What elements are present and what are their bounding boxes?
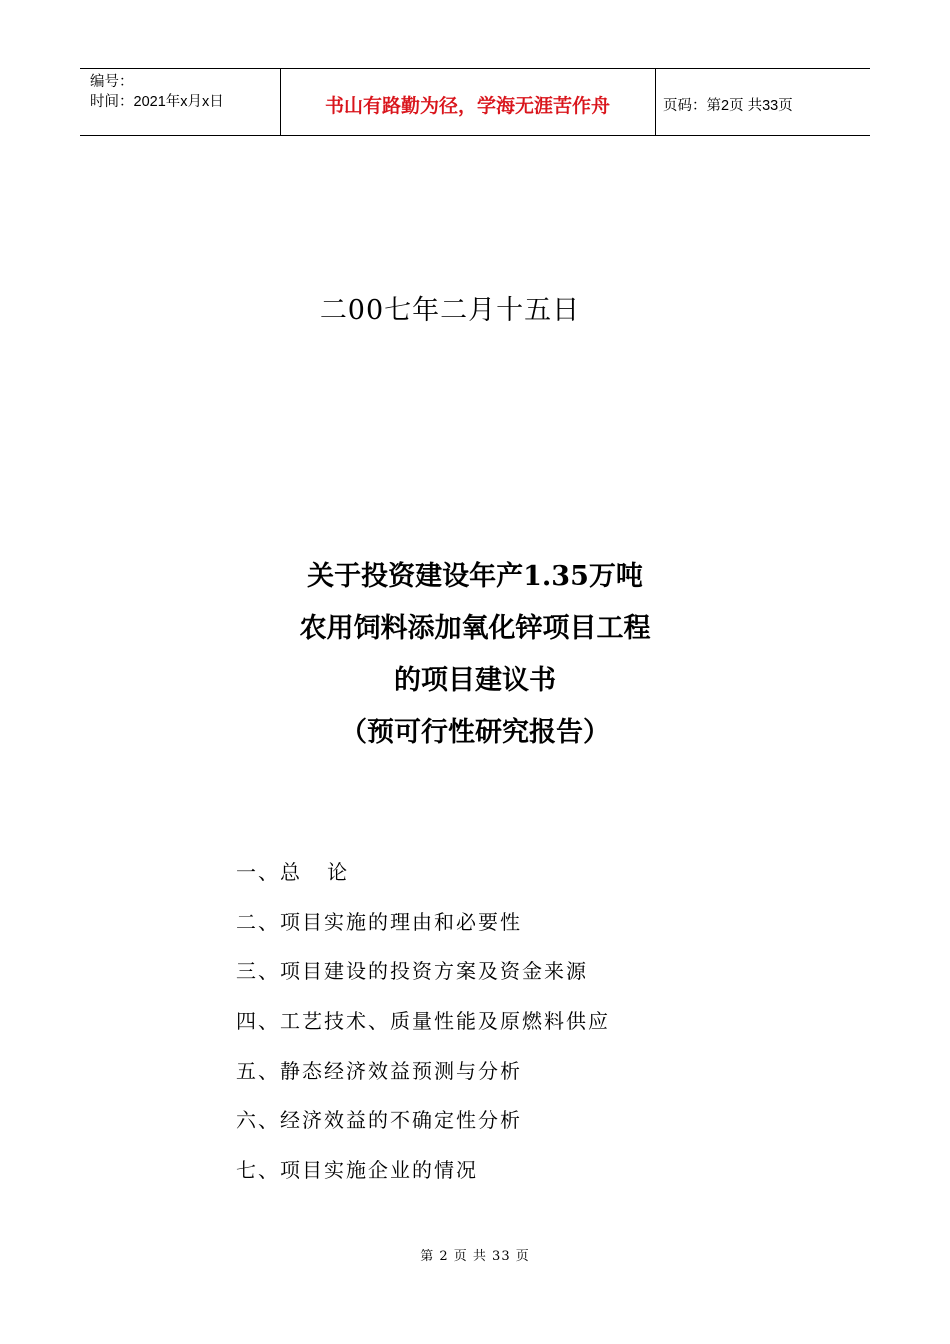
title-line: 关于投资建设年产1.35万吨 [307,561,643,592]
document-date: 二00七年二月十五日 [319,295,581,326]
toc-item: 五、静态经济效益预测与分析 [236,1058,522,1083]
title-line: 的项目建议书 [394,665,556,696]
header-page-info: 页码：第2页 共33页 [663,98,793,114]
toc-item: 一、总 论 [236,860,350,884]
toc-item: 二、项目实施的理由和必要性 [236,909,522,934]
toc-item: 七、项目实施企业的情况 [236,1158,478,1183]
number-label: 编号： [90,74,134,90]
toc-item: 四、工艺技术、质量性能及原燃料供应 [236,1009,610,1034]
time-label: 时间：2021年x月x日 [90,94,224,110]
title-line: 农用饲料添加氧化锌项目工程 [299,613,651,644]
page-header [80,68,870,136]
toc-item: 六、经济效益的不确定性分析 [236,1108,522,1133]
header-meta [90,72,224,112]
header-divider [655,69,656,135]
header-motto: 书山有路勤为径，学海无涯苦作舟 [324,95,610,117]
title-line: （预可行性研究报告） [340,717,610,748]
document-title [0,552,950,760]
toc-item: 三、项目建设的投资方案及资金来源 [236,959,588,984]
page-footer: 第 2 页 共 33 页 [420,1249,530,1264]
table-of-contents [236,852,610,1200]
